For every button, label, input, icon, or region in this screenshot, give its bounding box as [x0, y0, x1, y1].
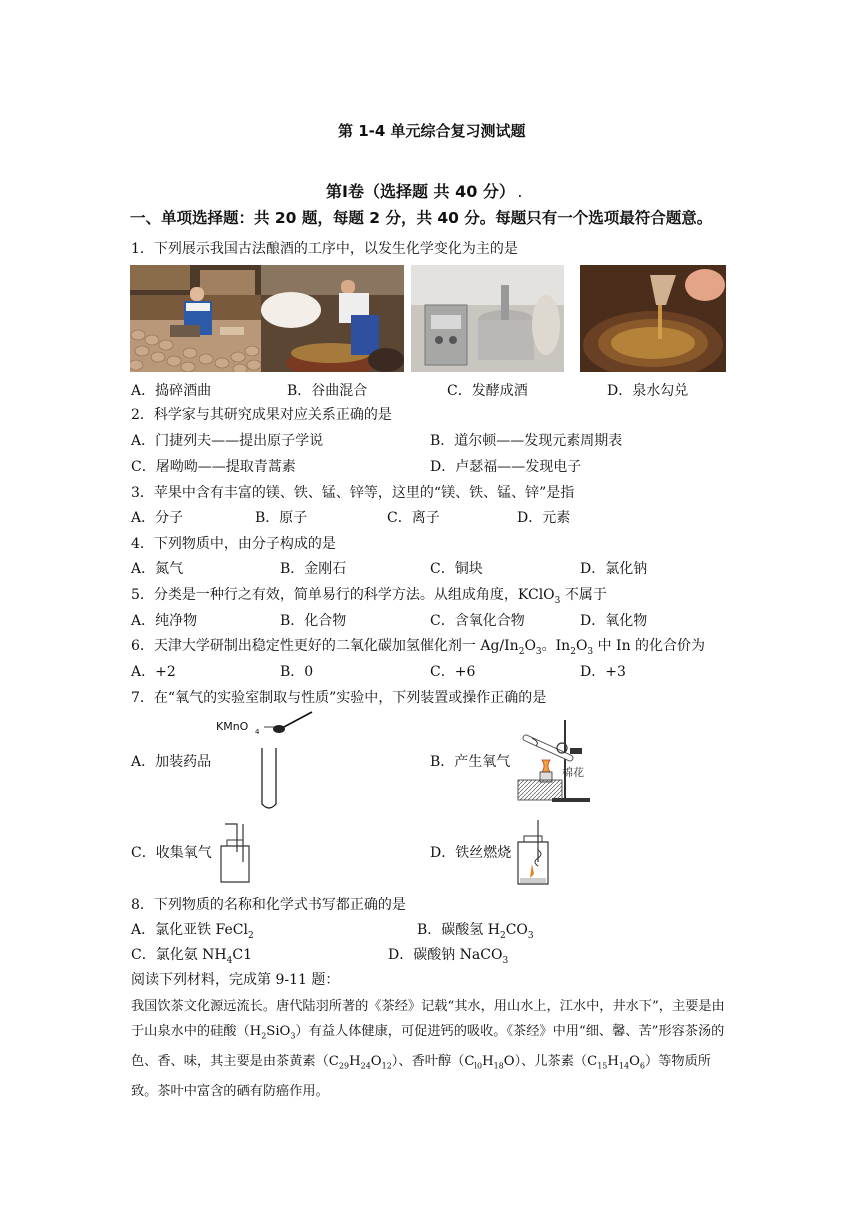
q8-stem: 8．下列物质的名称和化学式书写都正确的是: [131, 897, 406, 913]
reading-text-11: ）等物质所致。茶叶中富含的硒有防癌作用。: [131, 1054, 711, 1100]
q5-option-d: D．氧化物: [580, 613, 648, 629]
reading-sub-7: 18: [493, 1061, 504, 1071]
q8-c-name: C．氯化氨 NH: [131, 947, 227, 963]
reading-paragraph: [131, 994, 727, 1104]
q3-stem: 3．苹果中含有丰富的镁、铁、锰、锌等，这里的“镁、铁、锰、锌”是指: [131, 485, 575, 501]
q2-stem: 2．科学家与其研究成果对应关系正确的是: [131, 407, 392, 423]
q7-option-b: B．产生氧气: [430, 754, 511, 770]
q8-b-mid: CO: [505, 922, 528, 938]
q7-option-d: D．铁丝燃烧: [430, 845, 512, 861]
reading-text-7: H: [482, 1054, 494, 1070]
photo-fermenting: [411, 265, 564, 372]
q2-option-a: A．门捷列夫——提出原子学说: [131, 433, 324, 449]
figure-produce-oxygen: [512, 716, 592, 806]
reading-sub-8: 15: [597, 1061, 608, 1071]
q6-option-d: D．+3: [580, 664, 626, 680]
q4-option-c: C．铜块: [430, 561, 483, 577]
reading-sub-10: 6: [639, 1061, 646, 1071]
q5-stem-pre: 5．分类是一种行之有效，简单易行的科学方法。从组成角度，KClO: [131, 587, 555, 603]
reading-text-6: ）、香叶醇（C: [391, 1054, 475, 1070]
reading-sub-4: 24: [360, 1061, 371, 1071]
figure-add-reagent: [212, 710, 322, 814]
kmno4-label-sub: 4: [255, 728, 260, 736]
photo-mixing-grain: [261, 265, 404, 372]
reading-intro: 阅读下列材料，完成第 9-11 题：: [131, 972, 340, 988]
q6-sub2: 3: [535, 646, 542, 657]
q5-stem: [131, 586, 607, 610]
q7-option-a: A．加装药品: [131, 754, 212, 770]
photo-blending: [580, 265, 726, 372]
q8-d-sub: 3: [502, 955, 509, 966]
q2-option-c: C．屠呦呦——提取青蒿素: [131, 459, 296, 475]
reading-text-9: H: [607, 1054, 619, 1070]
part-title: [326, 179, 522, 202]
q8-d-name: D．碳酸钠 NaCO: [388, 947, 503, 963]
q1-option-c: C．发酵成酒: [447, 383, 528, 399]
section-heading: 一、单项选择题：共 20 题，每题 2 分，共 40 分。每题只有一个选项最符合题意。: [130, 209, 713, 227]
q3-option-d: D．元素: [517, 510, 571, 526]
reading-text-5: O: [370, 1054, 382, 1070]
q6-stem-b: O: [524, 638, 536, 654]
q6-option-c: C．+6: [430, 664, 476, 680]
reading-sub-6: l0: [474, 1061, 483, 1071]
reading-text-10: O: [629, 1054, 640, 1070]
q8-b-name: B．碳酸氢 H: [417, 922, 500, 938]
q6-sub1: 2: [518, 646, 525, 657]
reading-sub-9: 14: [618, 1061, 630, 1071]
q1-stem: 1．下列展示我国古法酿酒的工序中，以发生化学变化为主的是: [131, 241, 518, 257]
q8-option-b: [417, 921, 534, 945]
reading-text-4: H: [349, 1054, 361, 1070]
page-title: 第 1-4 单元综合复习测试题: [338, 122, 526, 140]
q5-stem-sub: 3: [554, 595, 561, 606]
q6-stem-c: 。In: [541, 638, 571, 654]
q1-option-b: B．谷曲混合: [287, 383, 368, 399]
q8-a-sub: 2: [247, 930, 254, 941]
q8-a-name: A．氯化亚铁 FeCl: [131, 922, 248, 938]
figure-iron-burning: [510, 818, 556, 888]
q7-stem: 7．在“氧气的实验室制取与性质”实验中，下列装置或操作正确的是: [131, 690, 547, 706]
q4-option-b: B．金刚石: [280, 561, 347, 577]
q3-option-c: C．离子: [387, 510, 440, 526]
part-title-mark: .: [517, 189, 522, 200]
q8-option-a: [131, 921, 254, 945]
q8-b-sub2: 3: [527, 930, 534, 941]
cotton-label: 棉花: [562, 766, 584, 779]
kmno4-label: KMnO: [216, 720, 249, 733]
q8-option-c: [131, 946, 252, 970]
q4-option-d: D．氯化钠: [580, 561, 648, 577]
reading-text-8: O）、儿茶素（C: [503, 1054, 598, 1070]
q8-option-d: [388, 946, 508, 970]
reading-text-2: SiO: [266, 1024, 291, 1040]
q6-stem: [131, 637, 705, 661]
reading-sub-5: 12: [381, 1061, 392, 1071]
q5-option-c: C．含氧化合物: [430, 613, 525, 629]
q1-option-a: A．捣碎酒曲: [131, 383, 212, 399]
q3-option-a: A．分子: [131, 510, 184, 526]
q6-stem-a: 6．天津大学研制出稳定性更好的二氧化碳加氢催化剂一 Ag/In: [131, 638, 519, 654]
q6-option-a: A．+2: [131, 664, 176, 680]
photo-crushing-yeast: [130, 265, 261, 372]
reading-text-1: 我国饮茶文化源远流长。唐代陆羽所著的《茶经》记载“其水，用山水上，江水中，井水下”，主要是由于山泉水中的硅酸（H: [131, 999, 725, 1040]
q5-option-a: A．纯净物: [131, 613, 198, 629]
reading-sub-1: 2: [261, 1031, 267, 1041]
q6-sub4: 3: [587, 646, 594, 657]
q7-option-c: C．收集氧气: [131, 845, 212, 861]
q1-option-d: D．泉水勾兑: [607, 383, 689, 399]
q6-sub3: 2: [570, 646, 576, 657]
q8-b-sub1: 2: [499, 930, 506, 941]
q6-stem-d: O: [575, 638, 588, 654]
q8-c-sub: 4: [226, 955, 233, 966]
reading-sub-3: 29: [338, 1061, 350, 1071]
q2-option-d: D．卢瑟福——发现电子: [430, 459, 582, 475]
q5-option-b: B．化合物: [280, 613, 347, 629]
figure-collect-oxygen: [213, 822, 257, 886]
reading-sub-2: 3: [290, 1031, 296, 1041]
q2-option-b: B．道尔顿——发现元素周期表: [430, 433, 623, 449]
q6-stem-e: 中 In 的化合价为: [593, 638, 706, 654]
reading-text-3: ）有益人体健康，可促进钙的吸收。《茶经》中用“细、馨、苦”形容茶汤的色、香、味，其主要是由茶黄素（C: [131, 1024, 725, 1070]
q5-stem-post: 不属于: [560, 587, 607, 603]
q4-option-a: A．氮气: [131, 561, 184, 577]
part-title-text: 第Ⅰ卷（选择题 共 40 分）: [326, 182, 515, 201]
q3-option-b: B．原子: [255, 510, 308, 526]
q8-c-tail: C1: [232, 947, 252, 963]
q4-stem: 4．下列物质中，由分子构成的是: [131, 536, 336, 552]
q6-option-b: B．0: [280, 664, 314, 680]
